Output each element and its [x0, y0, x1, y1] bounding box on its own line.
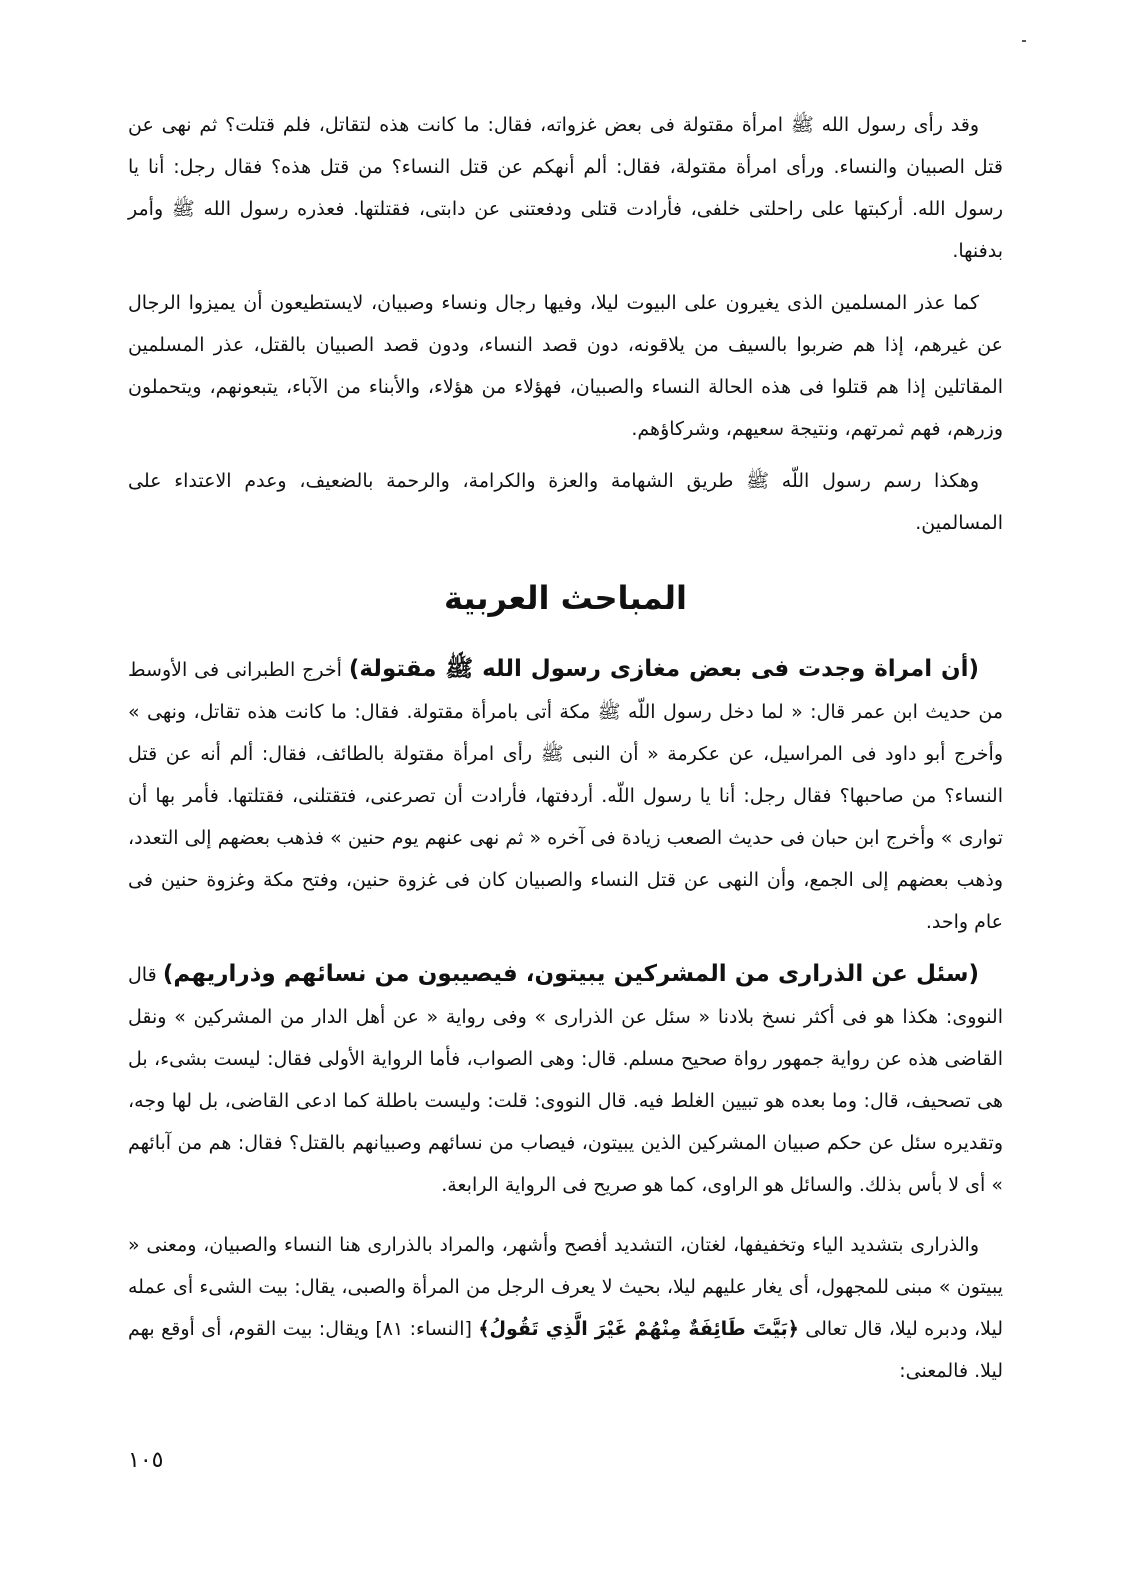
entry-paragraph-2	[128, 953, 1003, 1206]
entry-body-1: أخرج الطبرانى فى الأوسط من حديث ابن عمر قال: « لما دخل رسول اللّه ﷺ مكة أتى بامرأة مقتولة. فقال: ما كانت هذه تقاتل، ونهى » وأخرج أبو داود فى المراسيل، عن عكرمة « أن النبى ﷺ رأى امرأة مقتولة بالطائف، فقال: ألم أنه عن قتل النساء؟ من صاحبها؟ فقال رجل: أنا يا رسول اللّه. أردفتها، فأرادت أن تصرعنى، فتقتلنى، فقتلتها. فأمر بها أن توارى » وأخرج ابن حبان فى حديث الصعب زيادة فى آخره « ثم نهى عنهم يوم حنين » فذهب بعضهم إلى التعدد، وذهب بعضهم إلى الجمع، وأن النهى عن قتل النساء والصبيان كان فى غزوة حنين، وفتح مكة وغزوة حنين فى عام واحد.	[128, 659, 1003, 933]
section-heading: المباحث العربية	[443, 579, 688, 617]
entry-lead-2: (سئل عن الذرارى من المشركين يبيتون، فيصيبون من نسائهم وذراريهم)	[162, 961, 979, 987]
intro-paragraph-1: وقد رأى رسول الله ﷺ امرأة مقتولة فى بعض غزواته، فقال: ما كانت هذه لتقاتل، فلم قتلت؟ ثم نهى عن قتل الصبيان والنساء. ورأى امرأة مقتولة، فقال: ألم أنهكم عن قتل النساء؟ من قتل هذه؟ فقال رجل: أنا يا رسول الله. أركبتها على راحلتى خلفى، فأرادت قتلى ودفعتنى عن دابتى، فقتلتها. فعذره رسول الله ﷺ وأمر بدفنها.	[128, 114, 1003, 262]
last-paragraph-after: [النساء: ٨١] ويقال: بيت القوم، أى أوقع بهم ليلا. فالمعنى:	[128, 1318, 1003, 1382]
last-paragraph	[128, 1224, 1003, 1392]
entry-paragraph-1	[128, 648, 1003, 943]
entry-lead-1: (أن امراة وجدت فى بعض مغازى رسول الله ﷺ مقتولة)	[348, 656, 979, 682]
page-number: ١٠٥	[128, 1448, 164, 1473]
quran-verse: ﴿بَيَّتَ طَائِفَةٌ مِنْهُمْ غَيْرَ الَّذِي تَقُولُ﴾	[478, 1318, 799, 1340]
intro-paragraph-3: وهكذا رسم رسول اللّه ﷺ طريق الشهامة والعزة والكرامة، والرحمة بالضعيف، وعدم الاعتداء على المسالمين.	[128, 470, 1003, 534]
entry-body-2: قال النووى: هكذا هو فى أكثر نسخ بلادنا « سئل عن الذرارى » وفى رواية « عن أهل الدار من المشركين » ونقل القاضى هذه عن رواية جمهور رواة صحيح مسلم. قال: وهى الصواب، فأما الرواية الأولى فقال: ليست بشىء، بل هى تصحيف، قال: وما بعده هو تبيين الغلط فيه. قال النووى: قلت: وليست باطلة كما ادعى القاضى، بل لها وجه، وتقديره سئل عن حكم صبيان المشركين الذين يبيتون، فيصاب من نسائهم وصبيانهم بالقتل؟ فقال: هم من آبائهم » أى لا بأس بذلك. والسائل هو الراوى، كما هو صريح فى الرواية الرابعة.	[128, 964, 1003, 1196]
intro-paragraph-2: كما عذر المسلمين الذى يغيرون على البيوت ليلا، وفيها رجال ونساء وصبيان، لايستطيعون أن يميزوا الرجال عن غيرهم، إذا هم ضربوا بالسيف من يلاقونه، دون قصد النساء، ودون قصد الصبيان بالقتل، عذر المسلمين المقاتلين إذا هم قتلوا فى هذه الحالة النساء والصبيان، فهؤلاء من هؤلاء، والأبناء من الآباء، يتبعونهم، ويتحملون وزرهم، فهم ثمرتهم، ونتيجة سعيهم، وشركاؤهم.	[128, 292, 1003, 440]
last-paragraph-before: والذرارى بتشديد الياء وتخفيفها، لغتان، التشديد أفصح وأشهر، والمراد بالذرارى هنا النساء والصبيان، ومعنى « يبيتون » مبنى للمجهول، أى يغار عليهم ليلا، بحيث لا يعرف الرجل من المرأة والصبى، يقال: بيت الشىء أى عمله ليلا، ودبره ليلا، قال تعالى	[128, 1234, 1003, 1340]
